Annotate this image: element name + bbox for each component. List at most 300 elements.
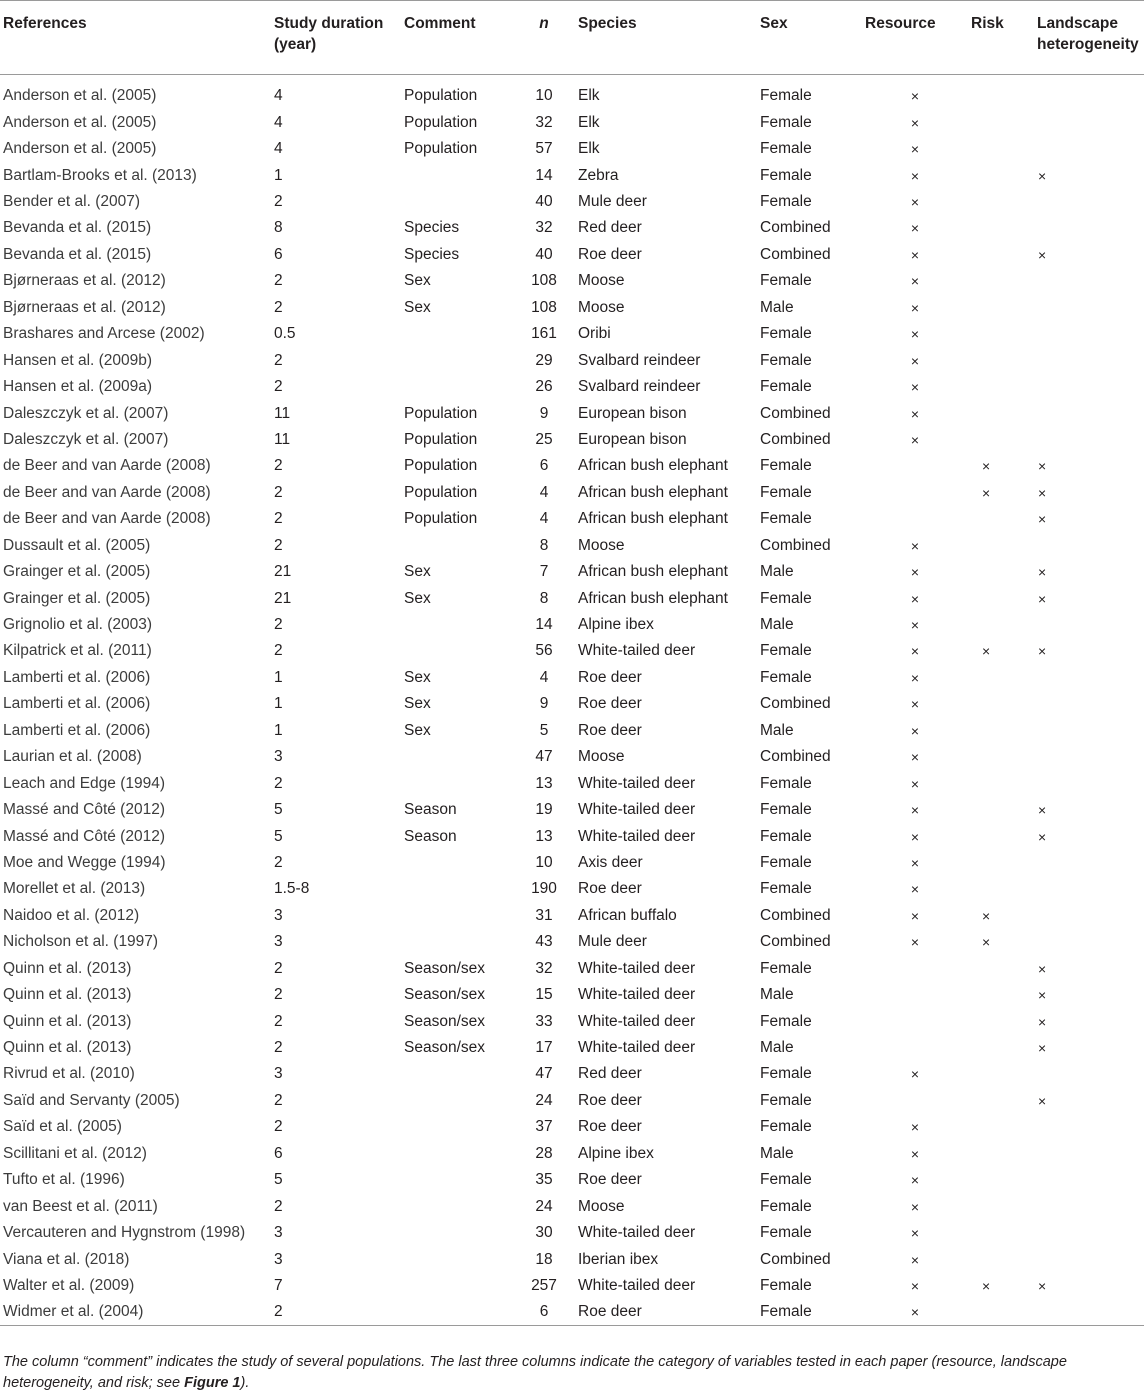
cell-comment	[401, 1088, 513, 1114]
header-species: Species	[578, 15, 637, 32]
cell-heterogeneity-mark: ×	[1038, 484, 1047, 501]
cell-species: Moose	[578, 748, 625, 766]
table-row	[0, 1193, 1144, 1219]
cell-risk	[968, 295, 1034, 321]
cell-sex: Combined	[760, 536, 831, 554]
cell-species: African bush elephant	[578, 589, 728, 607]
cell-risk	[968, 110, 1034, 136]
cell-sex: Combined	[760, 404, 831, 422]
cell-sex: Combined	[760, 430, 831, 448]
cell-reference: Widmer et al. (2004)	[3, 1303, 144, 1321]
cell-n: 43	[535, 933, 553, 951]
cell-risk	[968, 1299, 1034, 1325]
cell-species: African bush elephant	[578, 510, 728, 528]
table-row	[0, 189, 1144, 215]
table-row	[0, 1035, 1144, 1061]
cell-heterogeneity	[1034, 374, 1144, 400]
cell-reference: Morellet et al. (2013)	[3, 880, 146, 898]
cell-heterogeneity	[1034, 347, 1144, 373]
cell-comment	[401, 1193, 513, 1219]
cell-heterogeneity	[1034, 1061, 1144, 1087]
cell-n: 6	[539, 457, 549, 475]
cell-heterogeneity	[1034, 427, 1144, 453]
cell-n: 17	[535, 1039, 553, 1057]
cell-comment	[401, 1114, 513, 1140]
cell-comment: Species	[404, 219, 460, 237]
cell-resource-mark: ×	[910, 802, 920, 819]
table-row	[0, 1167, 1144, 1193]
cell-duration: 5	[274, 801, 283, 819]
cell-resource-mark: ×	[910, 1066, 920, 1083]
cell-species: Elk	[578, 87, 600, 105]
table-row	[0, 1008, 1144, 1034]
cell-reference: Kilpatrick et al. (2011)	[3, 642, 152, 660]
cell-duration: 2	[274, 959, 283, 977]
table-row	[0, 823, 1144, 849]
table-row	[0, 268, 1144, 294]
cell-n: 15	[535, 986, 553, 1004]
cell-heterogeneity-mark: ×	[1038, 802, 1047, 819]
cell-comment	[401, 1299, 513, 1325]
cell-n: 32	[535, 959, 553, 977]
cell-duration: 4	[274, 113, 283, 131]
cell-resource	[862, 506, 968, 532]
cell-risk	[968, 1088, 1034, 1114]
cell-duration: 3	[274, 906, 283, 924]
cell-n: 14	[535, 166, 553, 184]
cell-n: 5	[539, 721, 549, 739]
cell-heterogeneity-mark: ×	[1038, 1277, 1047, 1294]
cell-resource	[862, 1008, 968, 1034]
cell-resource-mark: ×	[910, 379, 920, 396]
footnote-figure-link[interactable]: Figure 1	[184, 1375, 241, 1391]
cell-sex: Male	[760, 1144, 794, 1162]
cell-sex: Female	[760, 880, 812, 898]
cell-resource-mark: ×	[910, 749, 920, 766]
cell-sex: Female	[760, 87, 812, 105]
cell-reference: Grainger et al. (2005)	[3, 563, 151, 581]
cell-resource	[862, 1088, 968, 1114]
cell-reference: Hansen et al. (2009b)	[3, 351, 153, 369]
table-row	[0, 374, 1144, 400]
cell-heterogeneity	[1034, 1246, 1144, 1272]
footnote-end: ).	[240, 1375, 250, 1391]
cell-duration: 4	[274, 140, 283, 158]
cell-comment: Season/sex	[404, 986, 485, 1004]
cell-resource-mark: ×	[910, 934, 920, 951]
cell-comment	[401, 850, 513, 876]
cell-resource-mark: ×	[910, 141, 920, 158]
cell-duration: 21	[274, 563, 292, 581]
header-risk: Risk	[971, 15, 1004, 32]
cell-resource	[862, 982, 968, 1008]
cell-heterogeneity	[1034, 850, 1144, 876]
cell-risk	[968, 321, 1034, 347]
cell-n: 31	[535, 906, 553, 924]
cell-n: 19	[535, 801, 553, 819]
cell-resource-mark: ×	[910, 907, 920, 924]
cell-resource-mark: ×	[910, 1251, 920, 1268]
cell-duration: 2	[274, 1091, 283, 1109]
cell-reference: Saïd and Servanty (2005)	[3, 1091, 180, 1109]
cell-comment: Population	[404, 140, 478, 158]
cell-duration: 7	[274, 1276, 283, 1294]
cell-comment	[401, 1167, 513, 1193]
header-landscape-heterogeneity: Landscape heterogeneity	[1037, 15, 1139, 53]
table-row	[0, 242, 1144, 268]
cell-risk	[968, 1008, 1034, 1034]
cell-reference: Anderson et al. (2005)	[3, 87, 157, 105]
cell-duration: 2	[274, 986, 283, 1004]
table-body	[0, 75, 1144, 1326]
cell-comment	[401, 374, 513, 400]
cell-species: Roe deer	[578, 880, 642, 898]
cell-reference: Lamberti et al. (2006)	[3, 721, 151, 739]
cell-resource-mark: ×	[910, 775, 920, 792]
cell-reference: Hansen et al. (2009a)	[3, 378, 153, 396]
cell-reference: Bevanda et al. (2015)	[3, 245, 152, 263]
cell-species: Roe deer	[578, 695, 642, 713]
cell-heterogeneity	[1034, 718, 1144, 744]
cell-comment: Season	[404, 801, 457, 819]
header-references: References	[3, 15, 87, 32]
cell-n: 37	[535, 1118, 553, 1136]
cell-comment: Season/sex	[404, 1039, 485, 1057]
cell-duration: 5	[274, 1171, 283, 1189]
cell-heterogeneity	[1034, 1220, 1144, 1246]
cell-risk	[968, 1141, 1034, 1167]
cell-species: White-tailed deer	[578, 642, 696, 660]
cell-duration: 1	[274, 166, 283, 184]
cell-n: 18	[535, 1250, 553, 1268]
cell-sex: Female	[760, 1118, 812, 1136]
cell-duration: 1	[274, 721, 283, 739]
cell-risk	[968, 770, 1034, 796]
cell-comment	[401, 162, 513, 188]
cell-species: African bush elephant	[578, 457, 728, 475]
cell-sex: Female	[760, 1091, 812, 1109]
cell-comment: Sex	[404, 721, 431, 739]
cell-resource-mark: ×	[910, 326, 920, 343]
cell-heterogeneity	[1034, 770, 1144, 796]
cell-heterogeneity-mark: ×	[1038, 511, 1047, 528]
cell-reference: Grignolio et al. (2003)	[3, 616, 153, 634]
cell-risk	[968, 665, 1034, 691]
cell-risk	[968, 242, 1034, 268]
table-row	[0, 321, 1144, 347]
cell-duration: 3	[274, 1065, 283, 1083]
cell-n: 8	[539, 589, 549, 607]
cell-sex: Male	[760, 986, 794, 1004]
table-header-row	[0, 1, 1144, 75]
cell-sex: Combined	[760, 748, 831, 766]
cell-species: Svalbard reindeer	[578, 351, 701, 369]
cell-reference: Anderson et al. (2005)	[3, 140, 157, 158]
cell-n: 24	[535, 1091, 553, 1109]
cell-heterogeneity	[1034, 612, 1144, 638]
cell-comment	[401, 903, 513, 929]
table-row	[0, 427, 1144, 453]
cell-duration: 2	[274, 483, 283, 501]
cell-risk-mark: ×	[982, 643, 991, 660]
cell-reference: de Beer and van Aarde (2008)	[3, 457, 211, 475]
cell-comment	[401, 347, 513, 373]
cell-risk	[968, 400, 1034, 426]
cell-species: African bush elephant	[578, 563, 728, 581]
cell-n: 26	[535, 378, 553, 396]
cell-resource-mark: ×	[910, 854, 920, 871]
cell-sex: Female	[760, 1065, 812, 1083]
cell-heterogeneity-mark: ×	[1038, 960, 1047, 977]
cell-n: 47	[535, 748, 553, 766]
table-row	[0, 929, 1144, 955]
cell-n: 28	[535, 1144, 553, 1162]
cell-reference: Lamberti et al. (2006)	[3, 695, 151, 713]
cell-comment: Population	[404, 510, 478, 528]
cell-sex: Male	[760, 1039, 794, 1057]
cell-risk	[968, 956, 1034, 982]
cell-heterogeneity-mark: ×	[1038, 987, 1047, 1004]
cell-reference: Laurian et al. (2008)	[3, 748, 142, 766]
cell-comment: Species	[404, 245, 460, 263]
cell-heterogeneity	[1034, 400, 1144, 426]
cell-resource-mark: ×	[910, 643, 920, 660]
cell-reference: Naidoo et al. (2012)	[3, 906, 140, 924]
table-row	[0, 718, 1144, 744]
cell-reference: Saïd et al. (2005)	[3, 1118, 122, 1136]
table-row	[0, 638, 1144, 664]
cell-n: 32	[535, 219, 553, 237]
cell-comment: Population	[404, 430, 478, 448]
cell-species: African buffalo	[578, 906, 677, 924]
cell-heterogeneity-mark: ×	[1038, 167, 1047, 184]
cell-n: 32	[535, 113, 553, 131]
cell-resource-mark: ×	[910, 537, 920, 554]
cell-heterogeneity	[1034, 1299, 1144, 1325]
cell-resource-mark: ×	[910, 431, 920, 448]
cell-risk	[968, 744, 1034, 770]
cell-duration: 1.5-8	[274, 880, 310, 898]
cell-resource-mark: ×	[910, 167, 920, 184]
cell-reference: Anderson et al. (2005)	[3, 113, 157, 131]
cell-sex: Female	[760, 166, 812, 184]
table-row	[0, 400, 1144, 426]
table-row	[0, 797, 1144, 823]
cell-species: Moose	[578, 272, 625, 290]
cell-sex: Female	[760, 827, 812, 845]
cell-n: 4	[539, 668, 549, 686]
cell-risk	[968, 427, 1034, 453]
cell-species: Mule deer	[578, 193, 647, 211]
cell-n: 30	[535, 1224, 553, 1242]
table-row	[0, 585, 1144, 611]
cell-species: Roe deer	[578, 668, 642, 686]
cell-species: Alpine ibex	[578, 1144, 654, 1162]
cell-n: 7	[539, 563, 549, 581]
cell-risk	[968, 1061, 1034, 1087]
cell-heterogeneity	[1034, 903, 1144, 929]
cell-species: Moose	[578, 1197, 625, 1215]
cell-resource-mark: ×	[910, 1145, 920, 1162]
cell-risk	[968, 718, 1034, 744]
cell-duration: 3	[274, 748, 283, 766]
cell-duration: 2	[274, 616, 283, 634]
cell-resource-mark: ×	[910, 1172, 920, 1189]
cell-resource-mark: ×	[910, 273, 920, 290]
cell-resource-mark: ×	[910, 722, 920, 739]
cell-sex: Female	[760, 378, 812, 396]
cell-risk	[968, 982, 1034, 1008]
cell-risk	[968, 136, 1034, 162]
cell-sex: Female	[760, 483, 812, 501]
cell-reference: de Beer and van Aarde (2008)	[3, 510, 211, 528]
cell-reference: Quinn et al. (2013)	[3, 986, 132, 1004]
cell-species: White-tailed deer	[578, 1039, 696, 1057]
table-row	[0, 982, 1144, 1008]
table-row	[0, 559, 1144, 585]
table-row	[0, 1273, 1144, 1299]
cell-reference: Vercauteren and Hygnstrom (1998)	[3, 1224, 246, 1242]
cell-sex: Female	[760, 959, 812, 977]
cell-comment: Population	[404, 404, 478, 422]
cell-duration: 2	[274, 1012, 283, 1030]
cell-species: Oribi	[578, 325, 611, 343]
table-row	[0, 850, 1144, 876]
cell-resource	[862, 1035, 968, 1061]
cell-risk	[968, 559, 1034, 585]
cell-risk-mark: ×	[982, 458, 991, 475]
cell-comment: Sex	[404, 272, 431, 290]
table-row	[0, 1114, 1144, 1140]
cell-n: 40	[535, 193, 553, 211]
cell-comment	[401, 1273, 513, 1299]
table-row	[0, 506, 1144, 532]
cell-sex: Female	[760, 589, 812, 607]
cell-risk	[968, 691, 1034, 717]
cell-duration: 6	[274, 245, 283, 263]
cell-comment	[401, 533, 513, 559]
cell-risk	[968, 1167, 1034, 1193]
cell-heterogeneity-mark: ×	[1038, 564, 1047, 581]
cell-n: 6	[539, 1303, 549, 1321]
cell-risk	[968, 876, 1034, 902]
cell-risk-mark: ×	[982, 934, 991, 951]
cell-n: 4	[539, 483, 549, 501]
cell-heterogeneity	[1034, 295, 1144, 321]
cell-sex: Female	[760, 457, 812, 475]
cell-duration: 11	[274, 404, 291, 422]
cell-heterogeneity	[1034, 189, 1144, 215]
cell-resource-mark: ×	[910, 1198, 920, 1215]
cell-sex: Combined	[760, 219, 831, 237]
cell-resource	[862, 480, 968, 506]
cell-n: 35	[535, 1171, 553, 1189]
cell-resource-mark: ×	[910, 299, 920, 316]
table-row	[0, 770, 1144, 796]
cell-species: Svalbard reindeer	[578, 378, 701, 396]
cell-n: 257	[531, 1276, 557, 1294]
cell-risk	[968, 189, 1034, 215]
cell-species: Roe deer	[578, 1303, 642, 1321]
table-row	[0, 876, 1144, 902]
table-row	[0, 162, 1144, 188]
cell-species: White-tailed deer	[578, 774, 696, 792]
cell-sex: Female	[760, 140, 812, 158]
cell-duration: 5	[274, 827, 283, 845]
cell-sex: Male	[760, 616, 794, 634]
cell-species: White-tailed deer	[578, 986, 696, 1004]
cell-sex: Male	[760, 563, 794, 581]
cell-heterogeneity	[1034, 215, 1144, 241]
cell-risk	[968, 268, 1034, 294]
cell-heterogeneity-mark: ×	[1038, 1092, 1047, 1109]
cell-comment: Sex	[404, 563, 431, 581]
cell-resource-mark: ×	[910, 114, 920, 131]
cell-reference: Grainger et al. (2005)	[3, 589, 151, 607]
cell-comment	[401, 744, 513, 770]
cell-resource-mark: ×	[910, 1225, 920, 1242]
cell-sex: Combined	[760, 245, 831, 263]
table-row	[0, 903, 1144, 929]
cell-reference: van Beest et al. (2011)	[3, 1197, 158, 1215]
cell-resource-mark: ×	[910, 352, 920, 369]
cell-risk-mark: ×	[982, 484, 991, 501]
cell-duration: 2	[274, 853, 283, 871]
table-footnote	[3, 1352, 1141, 1394]
table-row	[0, 533, 1144, 559]
cell-resource-mark: ×	[910, 405, 920, 422]
cell-n: 56	[535, 642, 553, 660]
cell-duration: 11	[274, 430, 291, 448]
cell-n: 47	[535, 1065, 553, 1083]
cell-heterogeneity-mark: ×	[1038, 828, 1047, 845]
cell-resource-mark: ×	[910, 220, 920, 237]
cell-sex: Male	[760, 721, 794, 739]
cell-n: 14	[535, 616, 553, 634]
cell-reference: Daleszczyk et al. (2007)	[3, 430, 169, 448]
cell-n: 108	[531, 272, 557, 290]
cell-species: White-tailed deer	[578, 1012, 696, 1030]
cell-sex: Male	[760, 298, 794, 316]
cell-heterogeneity	[1034, 321, 1144, 347]
cell-resource-mark: ×	[910, 1304, 920, 1321]
cell-reference: Scillitani et al. (2012)	[3, 1144, 147, 1162]
cell-resource-mark: ×	[910, 590, 920, 607]
header-sex: Sex	[760, 15, 788, 32]
cell-risk	[968, 1193, 1034, 1219]
cell-n: 29	[535, 351, 553, 369]
cell-comment: Season	[404, 827, 457, 845]
cell-n: 57	[535, 140, 553, 158]
cell-species: Red deer	[578, 1065, 642, 1083]
cell-comment: Sex	[404, 589, 431, 607]
table-row	[0, 480, 1144, 506]
cell-sex: Female	[760, 1197, 812, 1215]
cell-heterogeneity-mark: ×	[1038, 1040, 1047, 1057]
cell-reference: Bjørneraas et al. (2012)	[3, 272, 166, 290]
cell-sex: Combined	[760, 906, 831, 924]
cell-sex: Female	[760, 325, 812, 343]
cell-reference: Bender et al. (2007)	[3, 193, 141, 211]
cell-sex: Female	[760, 193, 812, 211]
cell-reference: Viana et al. (2018)	[3, 1250, 130, 1268]
cell-sex: Female	[760, 774, 812, 792]
cell-comment	[401, 1246, 513, 1272]
cell-duration: 6	[274, 1144, 283, 1162]
header-study-duration: Study duration (year)	[274, 15, 384, 53]
cell-species: White-tailed deer	[578, 1224, 696, 1242]
cell-comment	[401, 638, 513, 664]
